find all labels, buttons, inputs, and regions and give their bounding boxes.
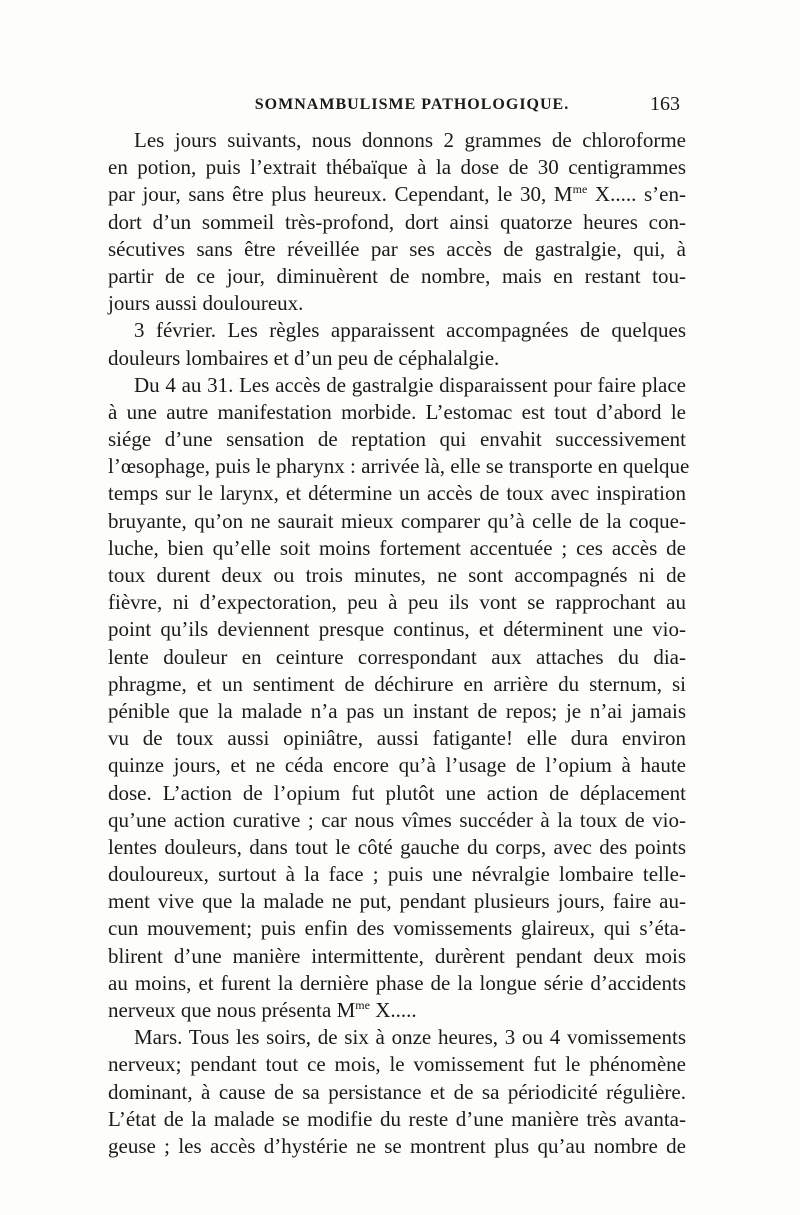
text-line: jours aussi douloureux. xyxy=(108,291,304,316)
text-line: lente douleur en ceinture correspondant aux attaches du dia- xyxy=(108,644,686,669)
text-line: douleurs lombaires et d’un peu de céphalalgie. xyxy=(108,345,500,370)
text-line: l’œsophage, puis le pharynx : arrivée là, elle se transporte en quelque xyxy=(108,454,690,479)
text-line: dose. L’action de l’opium fut plutôt une action de déplacement xyxy=(108,780,686,805)
text-line: en potion, puis l’extrait thébaïque à la dose de 30 centigrammes xyxy=(108,155,686,180)
text-line: phragme, et un sentiment de déchirure en arrière du sternum, si xyxy=(108,671,686,696)
text-line: par jour, sans être plus heureux. Cependant, le 30, $M^{me}$ X..... s’en- xyxy=(108,182,686,207)
text-line: dort d’un sommeil très-profond, dort ainsi quatorze heures con- xyxy=(108,209,686,234)
text-line: bruyante, qu’on ne saurait mieux comparer qu’à celle de la coque- xyxy=(108,508,686,533)
text-line: douloureux, surtout à la face ; puis une névralgie lombaire telle- xyxy=(108,862,686,887)
text-line: temps sur le larynx, et détermine un accès de toux avec inspiration xyxy=(108,481,686,506)
page-header xyxy=(108,93,686,120)
text-line: siége d’une sensation de reptation qui envahit successivement xyxy=(108,427,686,452)
text-line: L’état de la malade se modifie du reste d’une manière très avanta- xyxy=(108,1106,686,1131)
body-text xyxy=(108,127,690,1160)
text-line: Mars. Tous les soirs, de six à onze heures, 3 ou 4 vomissements xyxy=(134,1025,686,1050)
running-head: SOMNAMBULISME PATHOLOGIQUE. xyxy=(254,96,570,113)
text-line: cun mouvement; puis enfin des vomissements glaireux, qui s’éta- xyxy=(108,916,686,941)
text-line: Du 4 au 31. Les accès de gastralgie disparaissent pour faire place xyxy=(134,372,686,397)
text-line: Les jours suivants, nous donnons 2 grammes de chloroforme xyxy=(134,128,686,152)
text-line: sécutives sans être réveillée par ses accès de gastralgie, qui, à xyxy=(108,236,686,261)
text-line: à une autre manifestation morbide. L’estomac est tout d’abord le xyxy=(108,399,686,424)
text-line: toux durent deux ou trois minutes, ne sont accompagnés ni de xyxy=(108,563,686,587)
text-line: vu de toux aussi opiniâtre, aussi fatigante! elle dura environ xyxy=(108,726,686,751)
text-line: dominant, à cause de sa persistance et de sa périodicité régulière. xyxy=(108,1079,686,1104)
text-line: luche, bien qu’elle soit moins fortement accentuée ; ces accès de xyxy=(108,535,686,560)
page-number: 163 xyxy=(650,93,680,115)
text-line: au moins, et furent la dernière phase de la longue série d’accidents xyxy=(108,970,686,995)
text-line: blirent d’une manière intermittente, durèrent pendant deux mois xyxy=(108,943,686,968)
text-line: nerveux; pendant tout ce mois, le vomissement fut le phénomène xyxy=(108,1052,686,1077)
text-line: quinze jours, et ne céda encore qu’à l’usage de l’opium à haute xyxy=(108,753,686,778)
text-line: partir de ce jour, diminuèrent de nombre, mais en restant tou- xyxy=(108,263,686,288)
text-line: pénible que la malade n’a pas un instant de repos; je n’ai jamais xyxy=(108,698,686,723)
text-line: 3 février. Les règles apparaissent accompagnées de quelques xyxy=(134,318,686,343)
text-line: geuse ; les accès d’hystérie ne se montrent plus qu’au nombre de xyxy=(108,1133,686,1158)
text-line: lentes douleurs, dans tout le côté gauche du corps, avec des points xyxy=(108,834,686,859)
text-line: point qu’ils deviennent presque continus, et déterminent une vio- xyxy=(108,617,686,642)
text-line: fièvre, ni d’expectoration, peu à peu ils vont se rapprochant au xyxy=(108,590,686,615)
text-line: qu’une action curative ; car nous vîmes succéder à la toux de vio- xyxy=(108,807,686,832)
text-line: nerveux que nous présenta $M^{me}$ X..... xyxy=(108,998,417,1022)
text-line: ment vive que la malade ne put, pendant plusieurs jours, faire au- xyxy=(108,889,686,914)
